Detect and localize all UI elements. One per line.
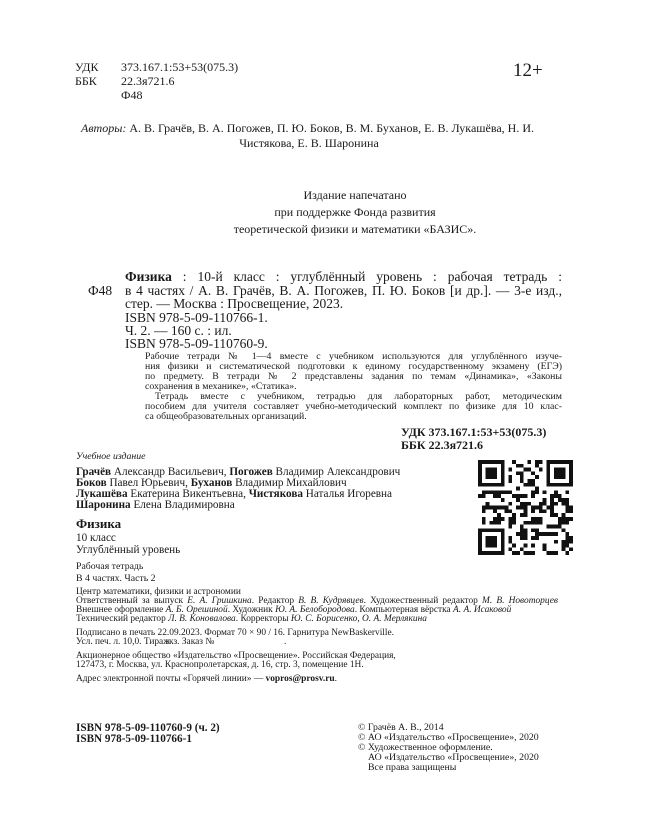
edition-level: Углублённый уровень — [76, 544, 181, 556]
print-run: Усл. печ. л. 10,0. Тираж — [76, 637, 170, 647]
credits-center: Центр математики, физики и астрономии — [76, 587, 241, 597]
credits-person: Ю. А. Белобородова — [275, 605, 355, 615]
author-surname: Шаронина — [76, 499, 131, 511]
publisher-address: 127473, г. Москва, ул. Краснопролетарская, д. 16, стр. 3, помещение 1Н. — [76, 660, 364, 670]
credits-role: . Корректоры — [235, 614, 291, 624]
authors-names: А. В. Грачёв, В. А. Погожев, П. Ю. Боков, В. М. Буханов, Е. В. Лукашёва, Н. И. — [129, 121, 535, 135]
age-rating: 12+ — [513, 60, 543, 81]
author-surname: Буханов — [190, 477, 233, 489]
publisher-line: Акционерное общество «Издательство «Просвещение». Российская Федерация, — [76, 651, 396, 661]
credits-person: А. А. Исаковой — [453, 605, 512, 615]
annotation-line: ния физики и систематической подготовки к единому государственному экзамену (ЕГЭ) — [145, 361, 562, 372]
catalog-isbn-set: ISBN 978-5-09-110766-1. — [125, 310, 268, 325]
catalog-line: стер. — Москва : Просвещение, 2023. — [125, 296, 344, 311]
copyright-line: © Художественное оформление. — [358, 742, 493, 753]
catalog-mark: Ф48 — [88, 283, 113, 298]
catalog-line — [125, 270, 562, 284]
catalog-udk: УДК 373.167.1:53+53(075.3) — [401, 425, 547, 439]
credits-role: Технический редактор — [76, 614, 169, 624]
support-line: Издание напечатано — [303, 188, 407, 202]
authors-label: Авторы: — [81, 121, 127, 135]
author-surname: Лукашёва — [76, 488, 128, 500]
credits-person: В. В. Кудрявцев — [298, 596, 364, 606]
edition-grade: 10 класс — [76, 532, 116, 544]
annotation-line: по предмету. В тетради № 2 представлены задания по темам «Динамика», «Законы — [145, 371, 562, 382]
email-link[interactable]: vopros@prosv.ru — [265, 674, 335, 684]
email-label: Адрес электронной почты «Горячей линии» — — [76, 674, 266, 684]
annotation-line: пособием для учителя составляет учебно-методический комплект по физике для 10 клас- — [145, 401, 562, 412]
credits-role: Ответственный за выпуск — [76, 596, 188, 606]
author-surname: Чистякова — [248, 488, 303, 500]
catalog-title: Физика — [125, 269, 172, 284]
credits-role: . Компьютерная вёрстка — [354, 605, 454, 615]
credits-person: Ю. С. Борисенко, О. А. Мерлякина — [290, 614, 427, 624]
credits-line — [76, 615, 427, 624]
support-line: при поддержке Фонда развития — [274, 205, 436, 219]
isbn-part: ISBN 978-5-09-110760-9 (ч. 2) — [76, 722, 220, 734]
credits-person: М. В. Новоторцев — [482, 596, 558, 606]
author-names-line — [76, 500, 235, 511]
print-info: Подписано в печать 22.09.2023. Формат 70 × 90 / 16. Гарнитура NewBaskerville. — [76, 628, 395, 638]
credits-person: Л. В. Коновалова — [168, 614, 236, 624]
author-surname: Боков — [76, 477, 107, 489]
authors-line-1 — [81, 122, 534, 134]
bbk-label: ББК — [75, 74, 97, 88]
author-name: Александр Васильевич, — [111, 466, 230, 478]
edition-title: Физика — [76, 516, 122, 531]
author-name: Екатерина Викентьевна, — [127, 488, 249, 500]
annotation-line: Рабочие тетради № 1—4 вместе с учебником используются для углублённого изуче- — [145, 351, 562, 362]
bbk-value: 22.3я721.6 — [121, 74, 175, 88]
edition-kind: Рабочая тетрадь — [76, 561, 144, 572]
edition-type: Учебное издание — [76, 451, 146, 462]
author-surname: Погожев — [229, 466, 273, 478]
email-end: . — [334, 674, 337, 684]
annotation-line: сохранения в механике», «Статика». — [145, 381, 297, 392]
annotation-line: Тетрадь вместе с учебником, тетрадью для лабораторных работ, методическим — [155, 391, 562, 402]
hotline-email-line — [76, 675, 337, 684]
catalog-isbn-part: ISBN 978-5-09-110760-9. — [125, 336, 268, 351]
udk-label: УДК — [75, 60, 99, 74]
credits-person: Е. А. Гришкина — [187, 596, 252, 606]
catalog-bbk: ББК 22.3я721.6 — [401, 438, 484, 452]
qr-code — [478, 460, 573, 555]
credits-role: . Художник — [227, 605, 276, 615]
rights-reserved: Все права защищены — [368, 762, 457, 773]
author-name: Павел Юрьевич, — [106, 477, 191, 489]
copyright-line: АО «Издательство «Просвещение», 2020 — [368, 752, 539, 763]
order-end: . — [284, 637, 287, 647]
edition-part: В 4 частях. Часть 2 — [76, 573, 156, 584]
catalog-text: : 10-й класс : углублённый уровень : рабочая тетрадь : — [171, 269, 562, 284]
author-name: Владимир Александрович — [272, 466, 401, 478]
credits-role: Внешнее оформление — [76, 605, 166, 615]
copyright-line: © АО «Издательство «Просвещение», 2020 — [358, 732, 539, 743]
author-mark: Ф48 — [121, 88, 143, 102]
order-number: экз. Заказ № — [165, 637, 215, 647]
qr-modules — [478, 460, 573, 555]
copyright-line: © Грачёв А. В., 2014 — [358, 722, 444, 733]
udk-value: 373.167.1:53+53(075.3) — [121, 60, 239, 74]
authors-line-2: Чистякова, Е. В. Шаронина — [239, 136, 379, 150]
support-line: теоретической физики и математики «БАЗИС». — [233, 222, 477, 236]
author-name: Елена Владимировна — [130, 499, 235, 511]
catalog-pages: Ч. 2. — 160 с. : ил. — [125, 323, 232, 338]
author-surname: Грачёв — [76, 466, 112, 478]
annotation-line: са общеобразовательных организаций. — [145, 411, 307, 422]
author-name: Наталья Игоревна — [302, 488, 393, 500]
isbn-set: ISBN 978-5-09-110766-1 — [76, 733, 192, 745]
author-name: Владимир Михайлович — [232, 477, 347, 489]
catalog-line: в 4 частях / А. В. Грачёв, В. А. Погожев, П. Ю. Боков [и др.]. — 3-е изд., — [125, 283, 562, 298]
credits-role: . Редактор — [251, 596, 299, 606]
credits-role: . Художественный редактор — [363, 596, 483, 606]
credits-person: А. Б. Орешиной — [165, 605, 228, 615]
